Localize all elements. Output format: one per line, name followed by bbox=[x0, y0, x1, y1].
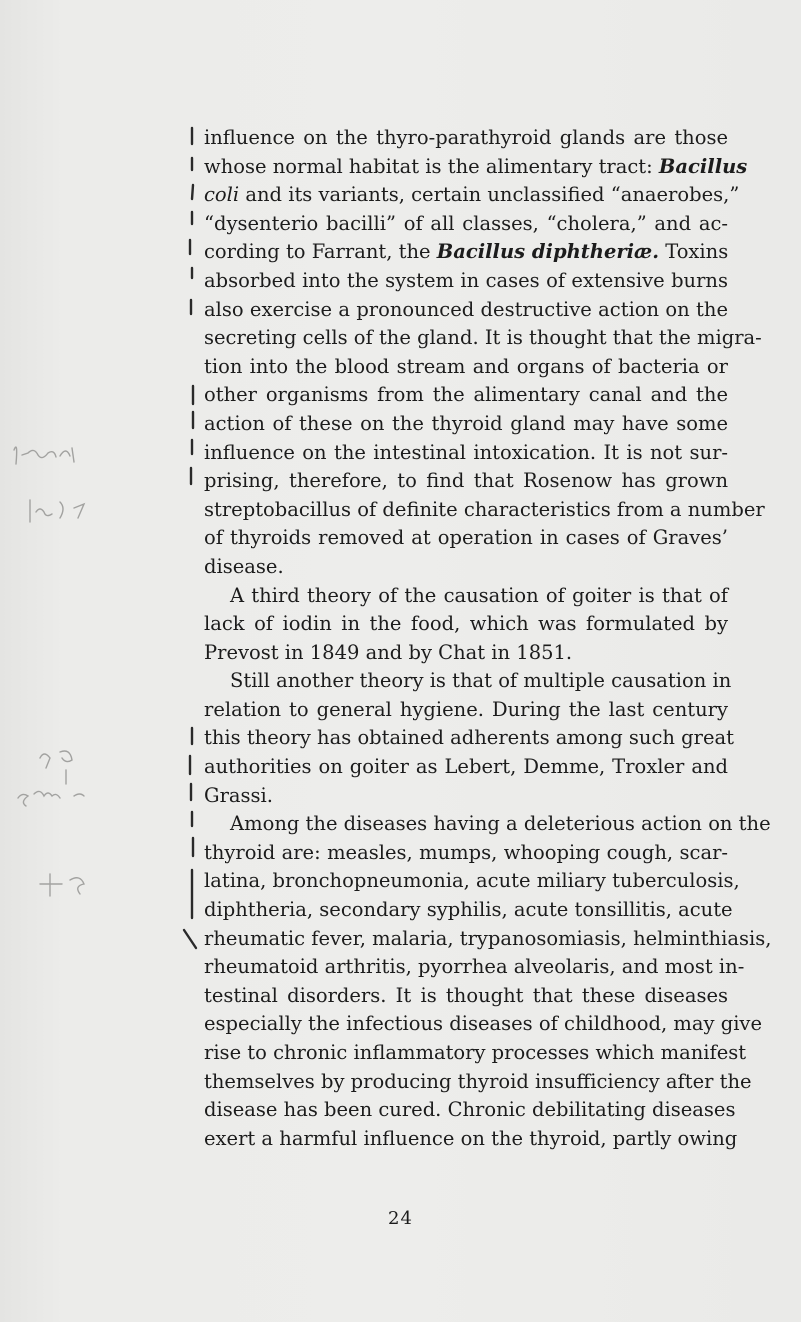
text-line: themselves by producing thyroid insufficiency after the bbox=[204, 1069, 752, 1093]
text-line: of thyroids removed at operation in cases of Graves’ bbox=[204, 526, 728, 550]
text-line: “dysenterio bacilli” of all classes, “cholera,” and ac- bbox=[204, 211, 728, 235]
left-margin-ink-ticks bbox=[184, 128, 196, 948]
text-line: tion into the blood stream and organs of bacteria or bbox=[204, 354, 728, 378]
italic-term: Bacillus diphtheriæ. bbox=[436, 240, 659, 264]
text-line: this theory has obtained adherents among such great bbox=[204, 726, 734, 750]
text-line: A third theory of the causation of goiter is that of bbox=[230, 583, 728, 607]
text-line: streptobacillus of definite characteristics from a number bbox=[204, 497, 765, 521]
text-line: disease has been cured. Chronic debilitating diseases bbox=[204, 1098, 736, 1122]
text-line: thyroid are: measles, mumps, whooping cough, scar- bbox=[204, 840, 728, 864]
text-line: rheumatoid arthritis, pyorrhea alveolaris, and most in- bbox=[204, 955, 745, 979]
text-line: authorities on goiter as Lebert, Demme, Troxler and bbox=[204, 755, 728, 779]
text-line: rise to chronic inflammatory processes which manifest bbox=[204, 1041, 747, 1064]
text-line: Grassi. bbox=[204, 783, 273, 807]
text-line: disease. bbox=[204, 554, 284, 578]
text-line: latina, bronchopneumonia, acute miliary tuberculosis, bbox=[204, 869, 740, 893]
italic-term: Bacillus bbox=[658, 154, 748, 178]
text-line: prising, therefore, to find that Rosenow has grown bbox=[204, 469, 728, 493]
text-line: Still another theory is that of multiple causation in bbox=[230, 669, 732, 693]
text-line: testinal disorders. It is thought that these diseases bbox=[204, 983, 728, 1007]
text-line: absorbed into the system in cases of extensive burns bbox=[204, 268, 728, 292]
text-line: whose normal habitat is the alimentary tract: Bacillus bbox=[204, 154, 748, 178]
text-line: cording to Farrant, the Bacillus diphtheriæ. Toxins bbox=[204, 240, 729, 264]
text-line: rheumatic fever, malaria, trypanosomiasis, helminthiasis, bbox=[204, 926, 772, 950]
text-line: Prevost in 1849 and by Chat in 1851. bbox=[204, 640, 573, 664]
text-line: secreting cells of the gland. It is thought that the migra- bbox=[204, 326, 762, 350]
text-line: coli and its variants, certain unclassified “anaerobes,” bbox=[204, 183, 740, 207]
text-line: action of these on the thyroid gland may have some bbox=[204, 411, 728, 435]
text-line: also exercise a pronounced destructive action on the bbox=[204, 297, 728, 321]
text-line: other organisms from the alimentary canal and the bbox=[204, 383, 728, 407]
italic-term: coli bbox=[204, 183, 240, 207]
text-line: influence on the thyro-parathyroid glands are those bbox=[204, 126, 728, 149]
text-line: relation to general hygiene. During the last century bbox=[204, 697, 728, 721]
text-line: exert a harmful influence on the thyroid, partly owing bbox=[204, 1126, 738, 1150]
body-text bbox=[204, 124, 772, 1153]
text-line: influence on the intestinal intoxication. It is not sur- bbox=[204, 440, 728, 464]
text-line: diphtheria, secondary syphilis, acute tonsillitis, acute bbox=[204, 898, 733, 922]
text-line: especially the infectious diseases of childhood, may give bbox=[204, 1012, 762, 1036]
text-line: Among the diseases having a deleterious action on the bbox=[230, 812, 771, 836]
left-margin-pencil-scribbles bbox=[14, 447, 84, 896]
text-line: lack of iodin in the food, which was formulated by bbox=[204, 612, 728, 636]
page-number: 24 bbox=[388, 1208, 413, 1229]
